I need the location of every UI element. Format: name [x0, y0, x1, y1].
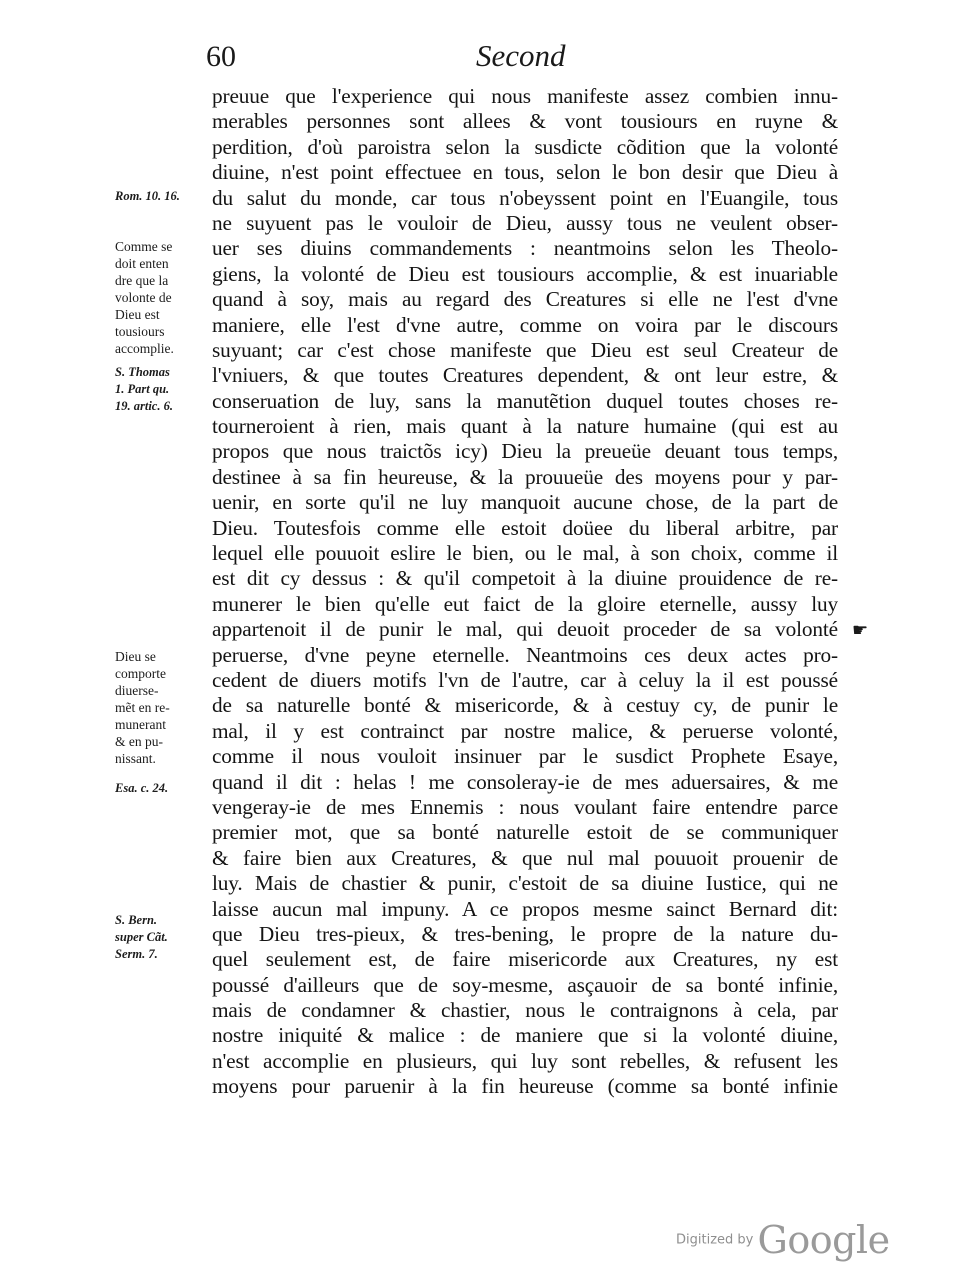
text-line: munerer le bien qu'elle eut faict de la gloire eternelle, aussy luy — [212, 591, 838, 616]
text-line: uenir, en sorte qu'il ne luy manquoit aucune chose, de la part de — [212, 490, 838, 515]
text-line: Dieu. Toutesfois comme elle estoit doüee du liberal arbitre, par — [212, 515, 838, 540]
text-line: uer ses diuins commandements : neantmoins selon les Theolo- — [212, 236, 838, 261]
margin-note-line: super Cãt. — [115, 930, 168, 944]
text-line: moyens pour paruenir à la fin heureuse (comme sa bonté infinie — [212, 1074, 838, 1099]
text-line: vengeray-ie de mes Ennemis : nous voulant faire entendre parce — [212, 794, 838, 819]
margin-reference — [115, 188, 207, 205]
margin-note-line: diuerse- — [115, 683, 159, 698]
text-line: luy. Mais de chastier & punir, c'estoit de sa diuine Iustice, qui ne — [212, 871, 838, 896]
margin-reference — [115, 364, 207, 415]
text-line: merables personnes sont allees & vont tousiours en ruyne & — [212, 109, 838, 134]
margin-reference — [115, 912, 207, 963]
margin-gloss — [115, 238, 207, 357]
margin-note-line: tousiours — [115, 324, 165, 339]
text-line: n'est accomplie en plusieurs, qui luy sont rebelles, & refusent les — [212, 1048, 838, 1073]
margin-note-line: Dieu se — [115, 649, 156, 664]
margin-note-line: 1. Part qu. — [115, 382, 170, 396]
text-line: giens, la volonté de Dieu est tousiours accomplie, & est inuariable — [212, 261, 838, 286]
text-line: diuine, n'est point effectuee en tous, selon le bon desir que Dieu à — [212, 160, 838, 185]
google-wordmark: Google — [757, 1218, 890, 1262]
text-line: poussé d'ailleurs que de soy-mesme, asçauoir de sa bonté infinie, — [212, 972, 838, 997]
page-number: 60 — [206, 40, 236, 73]
text-line: suyuant; car c'est chose manifeste que Dieu est seul Createur de — [212, 337, 838, 362]
margin-note-line: Rom. 10. 16. — [115, 189, 180, 203]
margin-note-line: volonte de — [115, 290, 172, 305]
hand-mark: ☛ — [852, 620, 869, 641]
margin-reference — [115, 780, 207, 797]
body-text — [212, 84, 838, 1100]
margin-note-line: munerant — [115, 717, 166, 732]
margin-note-line: doit enten — [115, 256, 169, 271]
text-line: l'vniuers, & que toutes Creatures dependent, & ont leur estre, & — [212, 363, 838, 388]
margin-note-line: Serm. 7. — [115, 947, 158, 961]
text-line: premier mot, que sa bonté naturelle estoit de se communiquer — [212, 820, 838, 845]
text-line: quel seulement est, de faire misericorde aux Creatures, ny est — [212, 947, 838, 972]
margin-note-line: Comme se — [115, 239, 173, 254]
margin-note-line: nissant. — [115, 751, 156, 766]
text-line: destinee à sa fin heureuse, & la prouueüe des moyens pour y par- — [212, 464, 838, 489]
text-line: & faire bien aux Creatures, & que nul mal pouuoit prouenir de — [212, 845, 838, 870]
text-line: du salut du monde, car tous n'obeyssent point en l'Euangile, tous — [212, 185, 838, 210]
margin-note-line: comporte — [115, 666, 166, 681]
text-line: perdition, d'où paroistra selon la susdicte cõdition que la volonté — [212, 134, 838, 159]
text-line: conseruation de luy, sans la manutẽtion duquel toutes choses re- — [212, 388, 838, 413]
text-line: laisse aucun mal impuny. A ce propos mesme sainct Bernard dit: — [212, 896, 838, 921]
margin-note-line: dre que la — [115, 273, 169, 288]
text-line: peruerse, d'vne peyne eternelle. Neantmoins ces deux actes pro- — [212, 642, 838, 667]
text-line: que Dieu tres-pieux, & tres-bening, le propre de la nature du- — [212, 921, 838, 946]
text-line: quand à soy, mais au regard des Creatures si elle ne l'est d'vne — [212, 287, 838, 312]
margin-gloss — [115, 648, 207, 767]
margin-note-line: Esa. c. 24. — [115, 781, 169, 795]
text-line: propos que nous traictõs icy) Dieu la preueüe deuant tous temps, — [212, 439, 838, 464]
margin-note-line: S. Thomas — [115, 365, 170, 379]
text-line: est dit cy dessus : & qu'il competoit à la diuine prouidence de re- — [212, 566, 838, 591]
margin-note-line: accomplie. — [115, 341, 174, 356]
text-line: comme il nous vouloit insinuer par le susdict Prophete Esaye, — [212, 744, 838, 769]
text-line: appartenoit il de punir le mal, qui deuoit proceder de sa volonté — [212, 617, 838, 642]
text-line: lequel elle pouuoit eslire le bien, ou le mal, à son choix, comme il — [212, 541, 838, 566]
digitized-watermark — [676, 1220, 890, 1261]
digitized-label: Digitized by — [676, 1232, 754, 1248]
text-line: maniere, elle l'est d'vne autre, comme on voira par le discours — [212, 312, 838, 337]
text-line: tourneroient à rien, mais quant à la nature humaine (qui est au — [212, 414, 838, 439]
text-line: ne suyuent pas le vouloir de Dieu, aussy tous ne veulent obser- — [212, 210, 838, 235]
margin-note-line: & en pu- — [115, 734, 163, 749]
text-line: mais de condamner & chastier, nous le contraignons à cela, par — [212, 998, 838, 1023]
text-line: nostre iniquité & malice : de maniere que si la volonté diuine, — [212, 1023, 838, 1048]
margin-note-line: S. Bern. — [115, 913, 158, 927]
margin-note-line: Dieu est — [115, 307, 160, 322]
text-line: de sa naturelle bonté & misericorde, & à cestuy cy, de punir le — [212, 693, 838, 718]
text-line: preuue que l'experience qui nous manifeste assez combien innu- — [212, 84, 838, 108]
margin-note-line: mẽt en re- — [115, 700, 170, 715]
margin-note-line: 19. artic. 6. — [115, 399, 173, 413]
text-line: cedent de diuers motifs l'vn de l'autre, car à celuy la il est poussé — [212, 667, 838, 692]
text-line: mal, il y est contrainct par nostre malice, & peruerse volonté, — [212, 718, 838, 743]
text-line: quand il dit : helas ! me consoleray-ie de mes aduersaires, & me — [212, 769, 838, 794]
running-title: Second — [476, 38, 566, 73]
